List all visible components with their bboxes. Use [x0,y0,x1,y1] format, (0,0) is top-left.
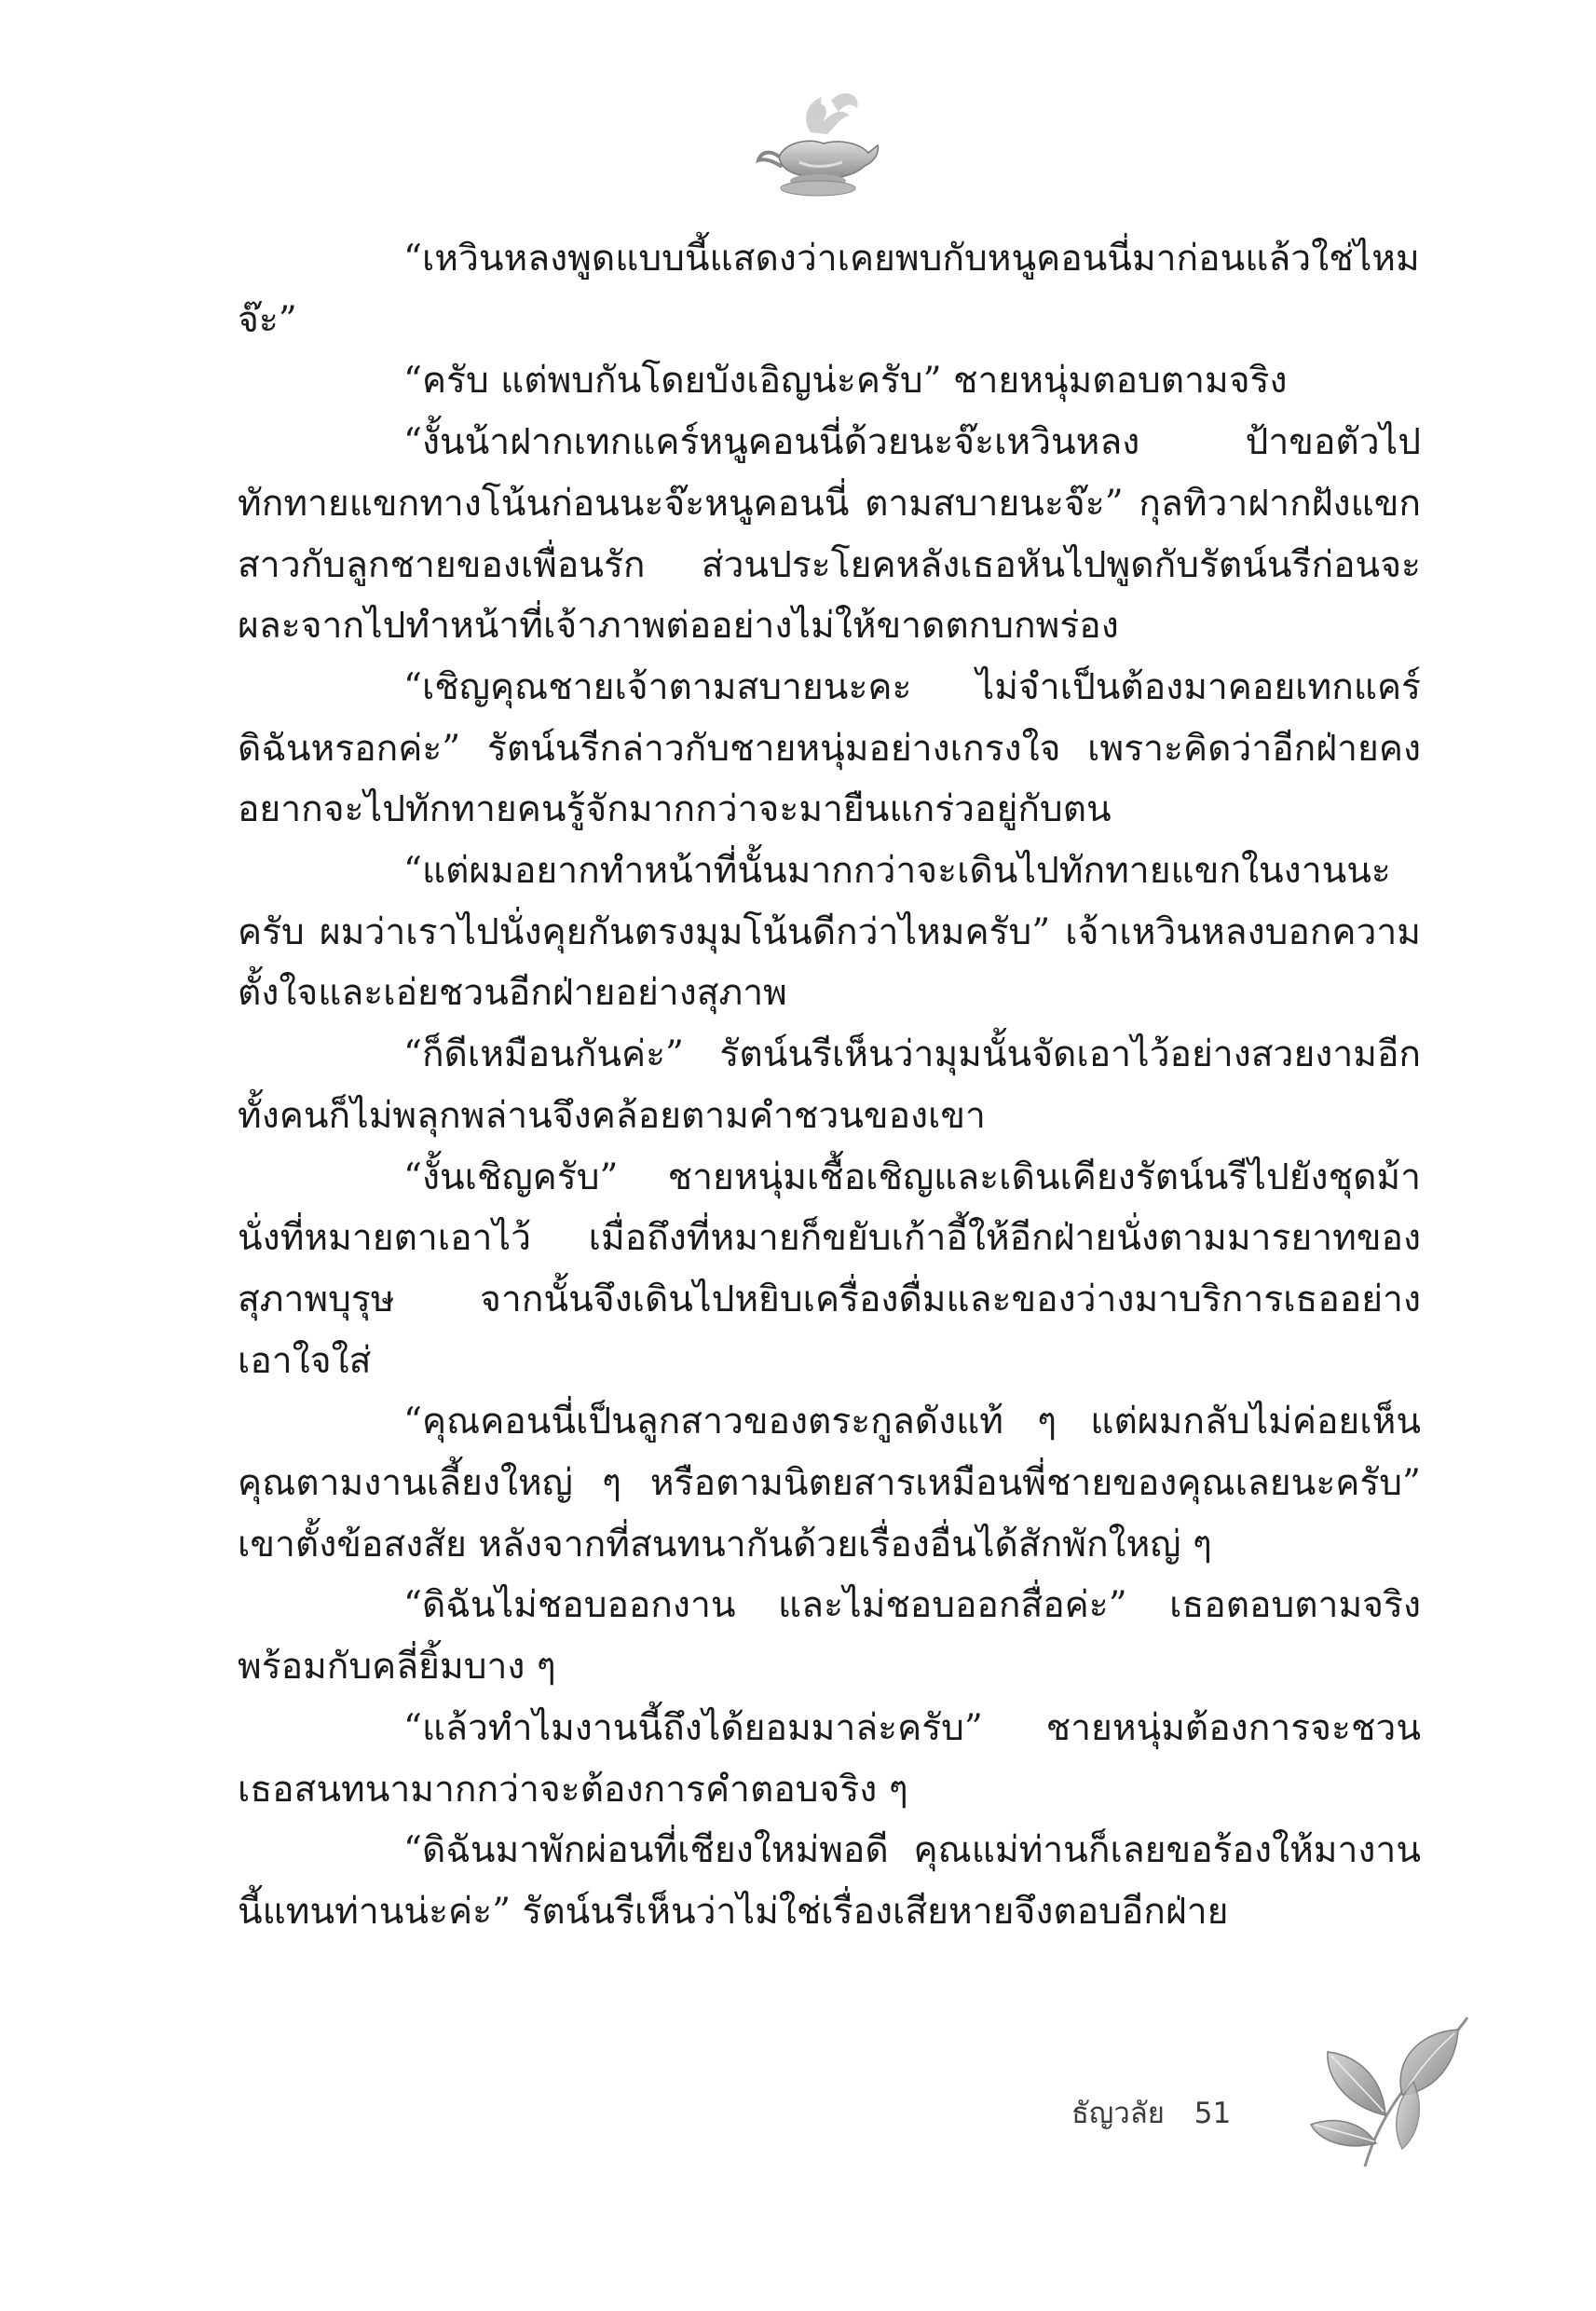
paragraph: “แต่ผมอยากทำหน้าที่นั้นมากกว่าจะเดินไปทักทายแขกในงานนะครับ ผมว่าเราไปนั่งคุยกันตรงมุมโน้นดีกว่าไหมครับ” เจ้าเหวินหลงบอกความตั้งใจและเอ่ยชวนอีกฝ่ายอย่างสุภาพ [238,850,1421,1015]
leaf-branch-icon [1309,2003,1472,2171]
paragraph: “งั้นเชิญครับ” ชายหนุ่มเชื้อเชิญและเดินเคียงรัตน์นรีไปยังชุดม้านั่งที่หมายตาเอาไว้ เมื่อถึงที่หมายก็ขยับเก้าอี้ให้อีกฝ่ายนั่งตามมารยาทของสุภาพบุรุษ จากนั้นจึงเดินไปหยิบเครื่องดื่มและของว่างมาบริการเธออย่างเอาใจใส่ [238,1156,1421,1382]
paragraph: “เหวินหลงพูดแบบนี้แสดงว่าเคยพบกับหนูคอนนี่มาก่อนแล้วใช่ไหมจ๊ะ” [238,238,1420,341]
paragraph: “คุณคอนนี่เป็นลูกสาวของตระกูลดังแท้ ๆ แต่ผมกลับไม่ค่อยเห็นคุณตามงานเลี้ยงใหญ่ ๆ หรือตามนิตยสารเหมือนพี่ชายของคุณเลยนะครับ” เขาตั้งข้อสงสัย หลังจากที่สนทนากันด้วยเรื่องอื่นได้สักพักใหญ่ ๆ [238,1401,1421,1566]
page-footer [1071,2089,1251,2136]
genie-lamp-icon [753,84,883,205]
paragraph: “ก็ดีเหมือนกันค่ะ” รัตน์นรีเห็นว่ามุมนั้นจัดเอาไว้อย่างสวยงามอีกทั้งคนก็ไม่พลุกพล่านจึงคล้อยตามคำชวนของเขา [238,1033,1421,1137]
paragraph: “ดิฉันไม่ชอบออกงาน และไม่ชอบออกสื่อค่ะ” เธอตอบตามจริงพร้อมกับคลี่ยิ้มบาง ๆ [238,1584,1421,1689]
paragraph: “เชิญคุณชายเจ้าตามสบายนะคะ ไม่จำเป็นต้องมาคอยเทกแคร์ดิฉันหรอกค่ะ” รัตน์นรีกล่าวกับชายหนุ่มอย่างเกรงใจ เพราะคิดว่าอีกฝ่ายคงอยากจะไปทักทายคนรู้จักมากกว่าจะมายืนแกร่วอยู่กับตน [238,665,1421,831]
paragraph: “งั้นน้าฝากเทกแคร์หนูคอนนี่ด้วยนะจ๊ะเหวินหลง ป้าขอตัวไปทักทายแขกทางโน้นก่อนนะจ๊ะหนูคอนนี่ ตามสบายนะจ๊ะ” กุลทิวาฝากฝังแขกสาวกับลูกชายของเพื่อนรัก ส่วนประโยคหลังเธอหันไปพูดกับรัตน์นรีก่อนจะผละจากไปทำหน้าที่เจ้าภาพต่ออย่างไม่ให้ขาดตกบกพร่อง [238,421,1421,648]
paragraph: “ครับ แต่พบกันโดยบังเอิญน่ะครับ” ชายหนุ่มตอบตามจริง [403,360,1288,403]
book-title: ธัญวลัย [1071,2097,1165,2130]
page-number: 51 [1194,2097,1232,2130]
paragraph: “ดิฉันมาพักผ่อนที่เชียงใหม่พอดี คุณแม่ท่านก็เลยขอร้องให้มางานนี้แทนท่านน่ะค่ะ” รัตน์นรีเห็นว่าไม่ใช่เรื่องเสียหายจึงตอบอีกฝ่าย [238,1829,1421,1933]
paragraph: “แล้วทำไมงานนี้ถึงได้ยอมมาล่ะครับ” ชายหนุ่มต้องการจะชวนเธอสนทนามากกว่าจะต้องการคำตอบจริง ๆ [238,1706,1421,1811]
text-body [238,228,1421,1943]
